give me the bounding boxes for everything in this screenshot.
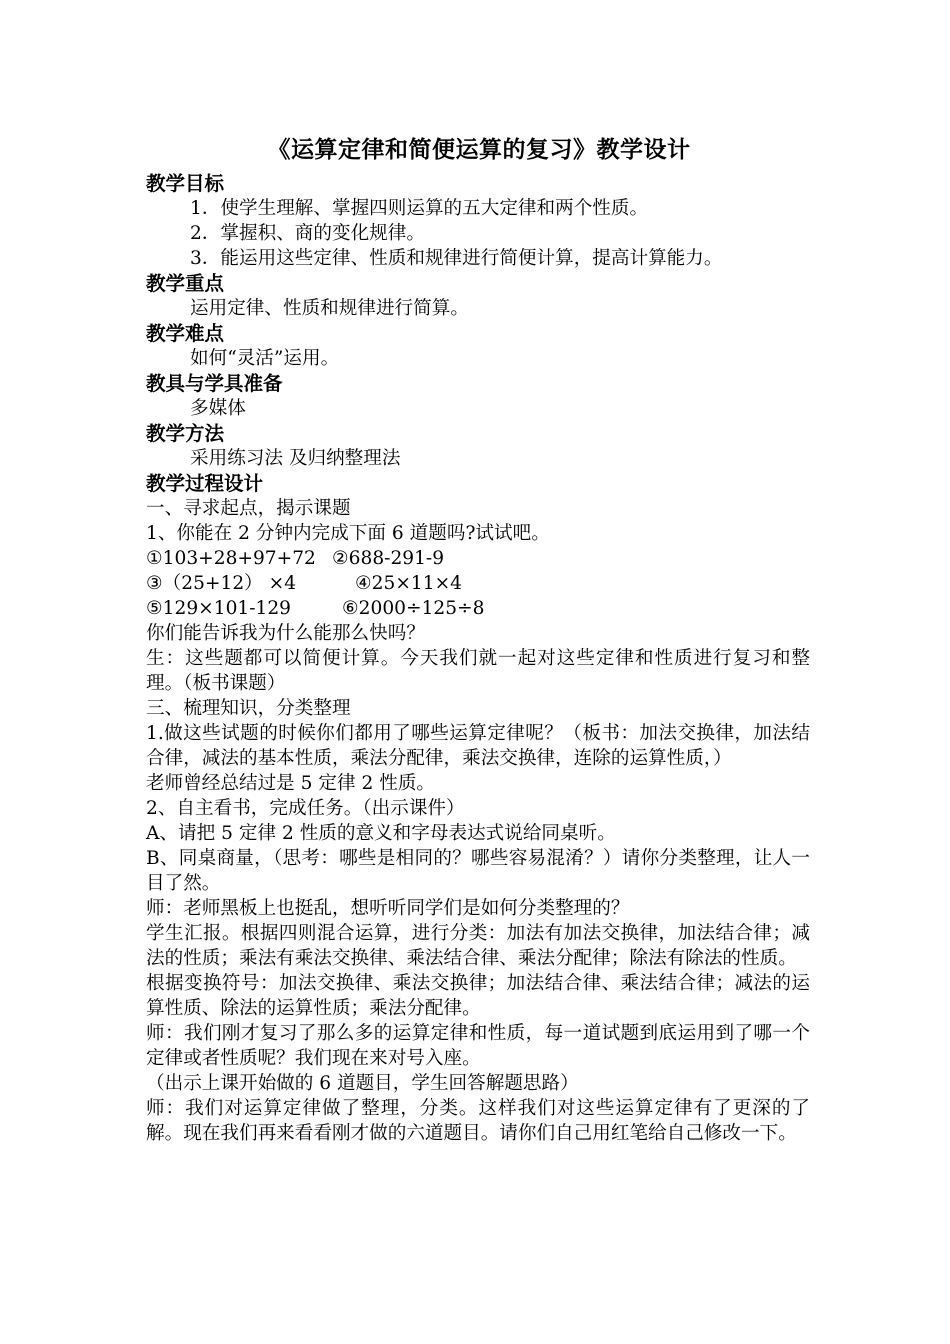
document-page bbox=[146, 133, 810, 1146]
section-heading: 三、梳理知识，分类整理 bbox=[146, 698, 351, 719]
section-heading: 一、寻求起点，揭示课题 bbox=[146, 498, 351, 519]
heading-tools: 教具与学具准备 bbox=[146, 372, 283, 395]
objective-item: 2．掌握积、商的变化规律。 bbox=[190, 223, 425, 244]
document-title: 《运算定律和简便运算的复习》教学设计 bbox=[267, 136, 691, 163]
paragraph: 学生汇报。根据四则混合运算，进行分类：加法有加法交换律，加法结合律；减法的性质；乘法有乘法交换律、乘法结合律、乘法分配律；除法有除法的性质。 bbox=[146, 923, 810, 969]
key-point-text: 运用定律、性质和规律进行简算。 bbox=[190, 298, 469, 319]
objective-item: 3．能运用这些定律、性质和规律进行简便计算，提高计算能力。 bbox=[190, 248, 723, 269]
paragraph: 1、你能在 2 分钟内完成下面 6 道题吗?试试吧。 bbox=[146, 523, 550, 544]
paragraph: A、请把 5 定律 2 性质的意义和字母表达式说给同桌听。 bbox=[146, 823, 616, 844]
problem-row bbox=[146, 571, 810, 596]
paragraph: 师：我们对运算定律做了整理，分类。这样我们对这些运算定律有了更深的了解。现在我们再来看看刚才做的六道题目。请你们自己用红笔给自己修改一下。 bbox=[146, 1098, 810, 1144]
problem-row bbox=[146, 596, 810, 621]
problem-item: ①103+28+97+72 bbox=[146, 548, 316, 569]
paragraph: 2、自主看书，完成任务。（出示课件） bbox=[146, 798, 465, 819]
heading-method: 教学方法 bbox=[146, 422, 225, 445]
paragraph: 师：我们刚才复习了那么多的运算定律和性质，每一道试题到底运用到了哪一个定律或者性质呢？我们现在来对号入座。 bbox=[146, 1023, 810, 1069]
heading-difficulty: 教学难点 bbox=[146, 322, 225, 345]
paragraph: （出示上课开始做的 6 道题目，学生回答解题思路） bbox=[146, 1073, 579, 1094]
heading-key-point: 教学重点 bbox=[146, 272, 225, 295]
problem-item: ⑤129×101-129 bbox=[146, 598, 292, 619]
problem-row bbox=[146, 546, 810, 571]
paragraph: 师：老师黑板上也挺乱，想听听同学们是如何分类整理的？ bbox=[146, 898, 630, 919]
problem-item: ⑥2000÷125÷8 bbox=[342, 598, 485, 619]
heading-objectives: 教学目标 bbox=[146, 172, 225, 195]
tools-text: 多媒体 bbox=[190, 398, 246, 419]
paragraph: 1.做这些试题的时候你们都用了哪些运算定律呢？（板书：加法交换律，加法结合律，减法的基本性质，乘法分配律，乘法交换律，连除的运算性质，） bbox=[146, 723, 810, 769]
paragraph: 根据变换符号：加法交换律、乘法交换律；加法结合律、乘法结合律；减法的运算性质、除法的运算性质；乘法分配律。 bbox=[146, 973, 810, 1019]
objective-item: 1．使学生理解、掌握四则运算的五大定律和两个性质。 bbox=[190, 198, 649, 219]
paragraph: 老师曾经总结过是 5 定律 2 性质。 bbox=[146, 773, 436, 794]
problem-item: ④25×11×4 bbox=[355, 573, 462, 594]
problem-item: ③（25+12） ×4 bbox=[146, 573, 297, 594]
method-text: 采用练习法 及归纳整理法 bbox=[190, 448, 401, 469]
problem-item: ②688-291-9 bbox=[332, 548, 445, 569]
difficulty-text: 如何“灵活”运用。 bbox=[190, 348, 340, 369]
heading-process: 教学过程设计 bbox=[146, 472, 264, 495]
paragraph: B、同桌商量，（思考：哪些是相同的？哪些容易混淆？）请你分类整理，让人一目了然。 bbox=[146, 848, 810, 894]
paragraph: 你们能告诉我为什么能那么快吗？ bbox=[146, 623, 425, 644]
paragraph: 生：这些题都可以简便计算。今天我们就一起对这些定律和性质进行复习和整理。（板书课题） bbox=[146, 648, 810, 694]
